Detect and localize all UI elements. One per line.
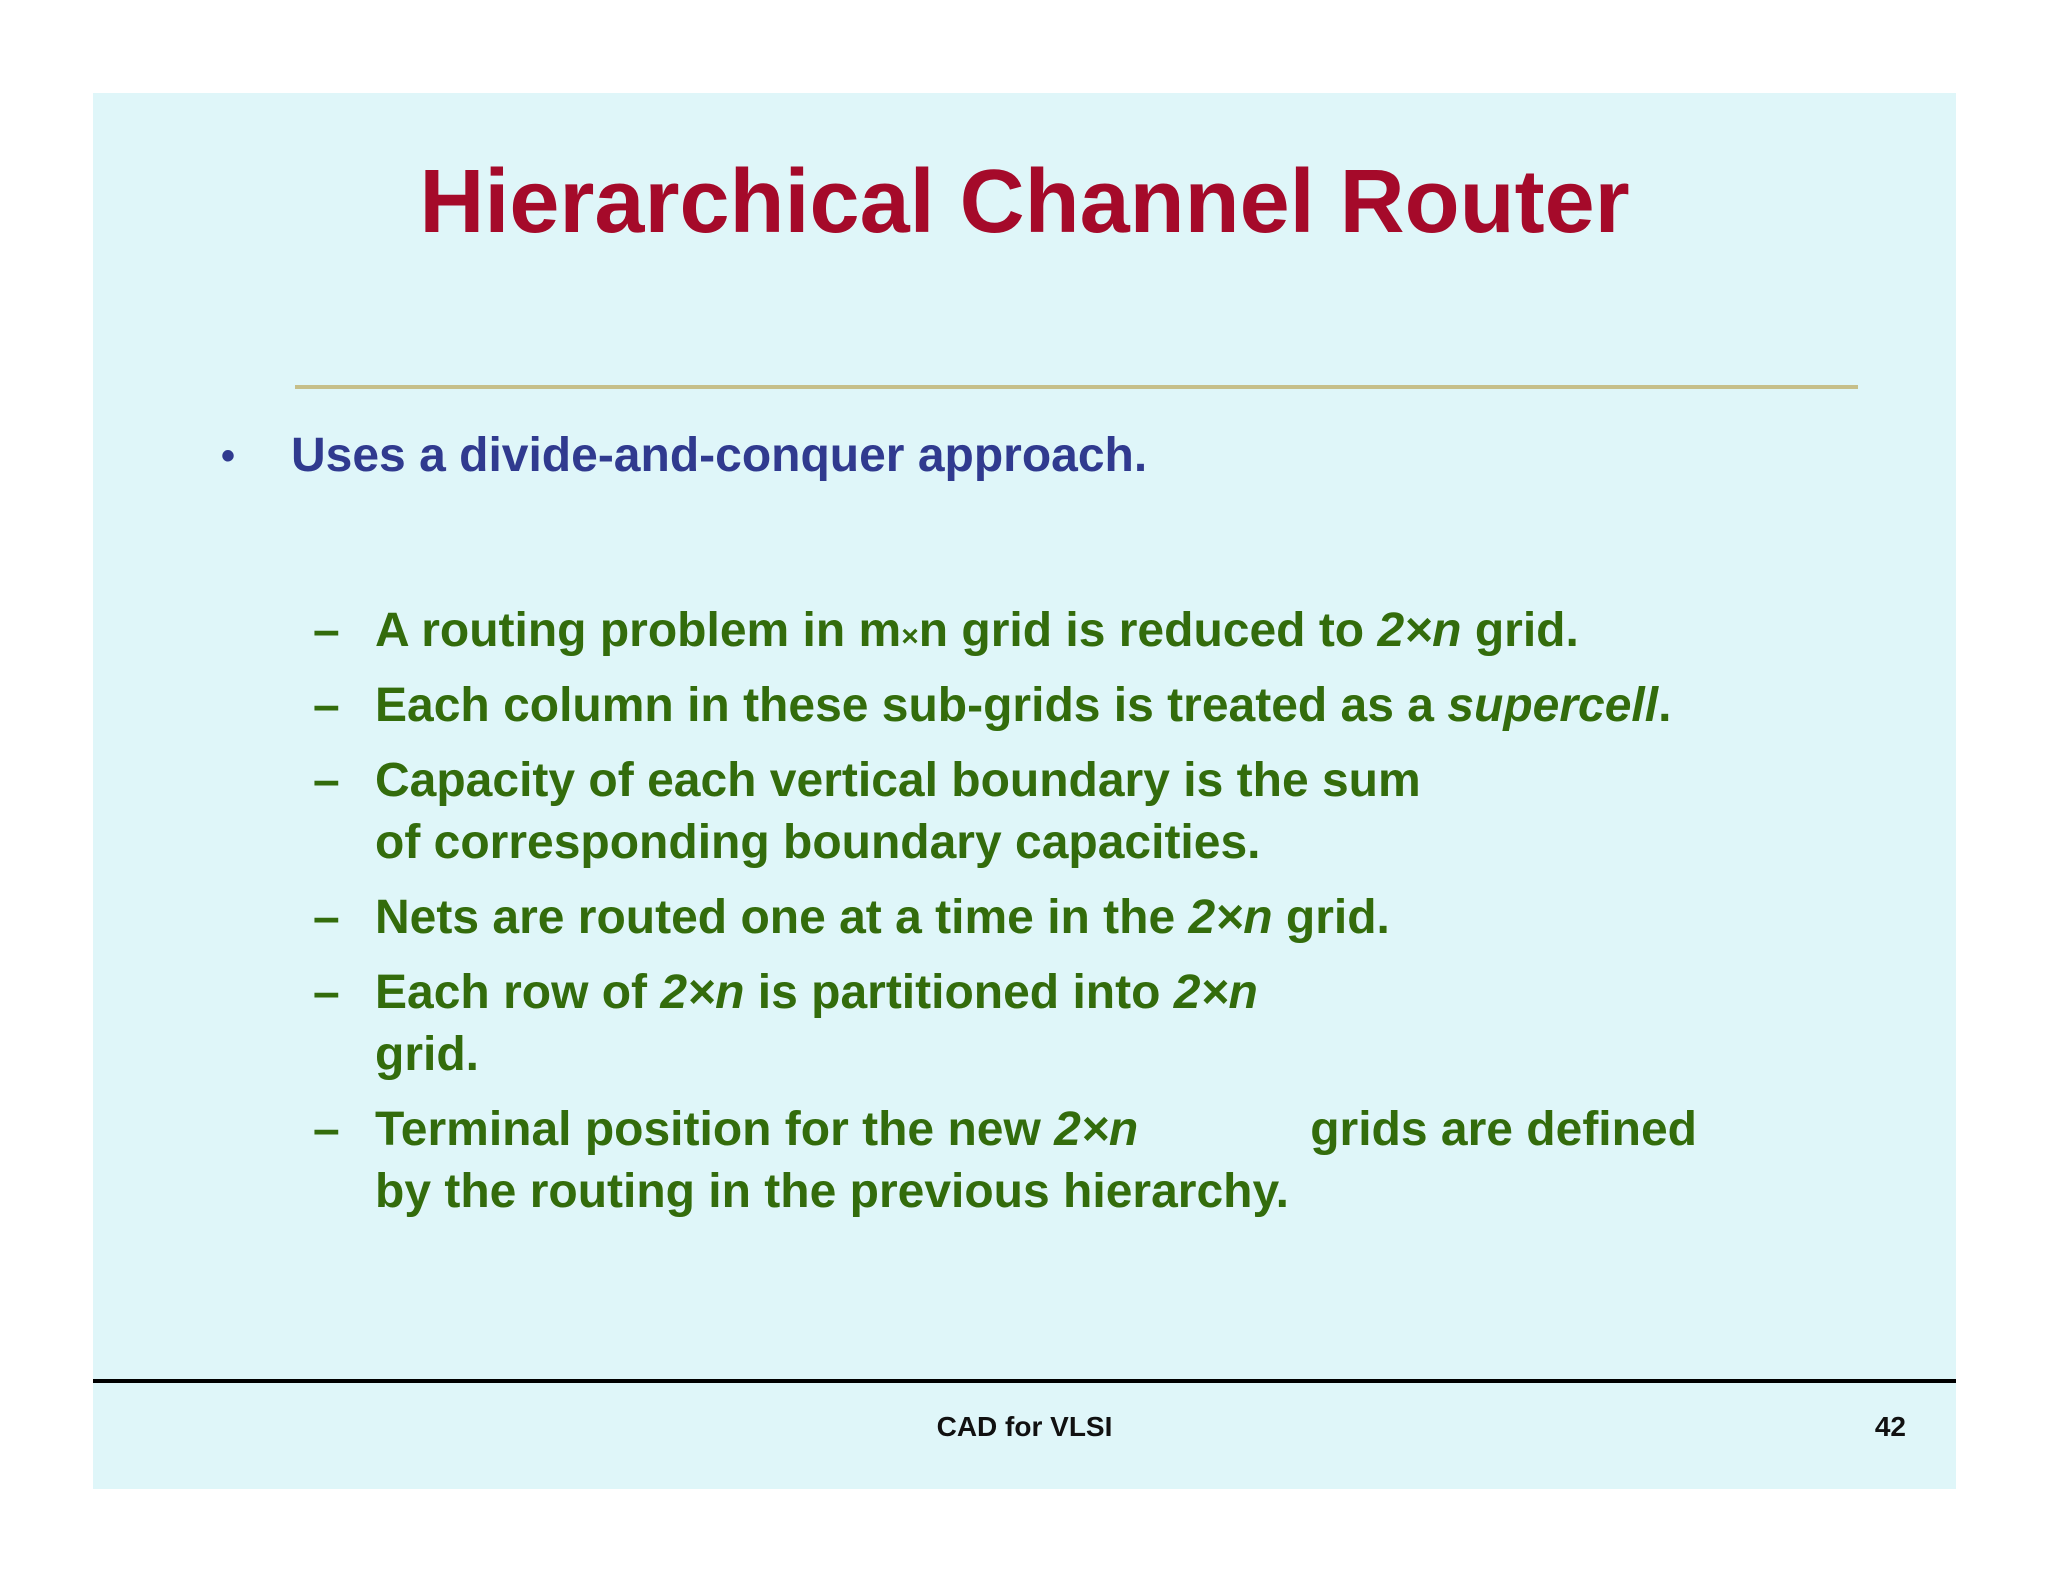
sub-text-italic: 2×n: [660, 966, 745, 1019]
sub-text: [375, 1099, 1697, 1223]
sub-text-italic: 2×n: [1188, 891, 1273, 944]
sub-text-italic: 2×n: [1377, 604, 1462, 657]
sub-text-part: .: [1658, 679, 1672, 732]
sub-text-part: Nets are routed one at a time in the: [375, 891, 1189, 944]
bullet-marker: •: [221, 434, 236, 478]
slide-title: Hierarchical Channel Router: [419, 152, 1630, 252]
sub-text: [375, 750, 1421, 874]
bullet-text: Uses a divide-and-conquer approach.: [291, 429, 1148, 482]
sub-text-part: grid.: [1272, 891, 1390, 944]
sub-text: [375, 887, 1390, 949]
sub-text-part: Terminal position for the new: [375, 1103, 1055, 1156]
sub-text: [375, 600, 1579, 668]
sub-dash: –: [313, 754, 340, 807]
sub-dash: –: [313, 679, 340, 732]
slide: [93, 93, 1956, 1489]
sub-text-line: [375, 1099, 1697, 1161]
sub-text-italic: 2×n: [1054, 1103, 1139, 1156]
sub-dash: –: [313, 891, 340, 944]
sub-text-part: n grid is reduced to: [918, 604, 1378, 657]
sub-text-part: grids are defined: [1310, 1103, 1697, 1156]
sub-text-part: Each column in these sub-grids is treated as a: [375, 679, 1448, 732]
sub-dash: –: [313, 1103, 340, 1156]
sub-text-line: by the routing in the previous hierarchy.: [375, 1165, 1289, 1218]
sub-text-part: A routing problem in m: [375, 604, 902, 657]
sub-text-line: of corresponding boundary capacities.: [375, 816, 1261, 869]
sub-text-line: Capacity of each vertical boundary is the sum: [375, 754, 1421, 807]
sub-text-line: [375, 962, 1258, 1024]
sub-dash: –: [313, 604, 340, 657]
sub-text-part: grid.: [1461, 604, 1579, 657]
footer-divider: [93, 1379, 1956, 1383]
footer-course-title: CAD for VLSI: [936, 1411, 1113, 1442]
sub-text-italic: supercell: [1447, 679, 1659, 732]
slide-content: [93, 93, 1956, 1489]
page-number: 42: [1874, 1411, 1906, 1442]
sub-text: [375, 962, 1258, 1086]
sub-text-part: is partitioned into: [744, 966, 1174, 1019]
sub-text: [375, 675, 1671, 737]
times-symbol: ×: [901, 620, 919, 653]
sub-text-italic: 2×n: [1173, 966, 1258, 1019]
sub-dash: –: [313, 966, 340, 1019]
sub-text-part: Each row of: [375, 966, 661, 1019]
sub-text-line: grid.: [375, 1028, 479, 1081]
